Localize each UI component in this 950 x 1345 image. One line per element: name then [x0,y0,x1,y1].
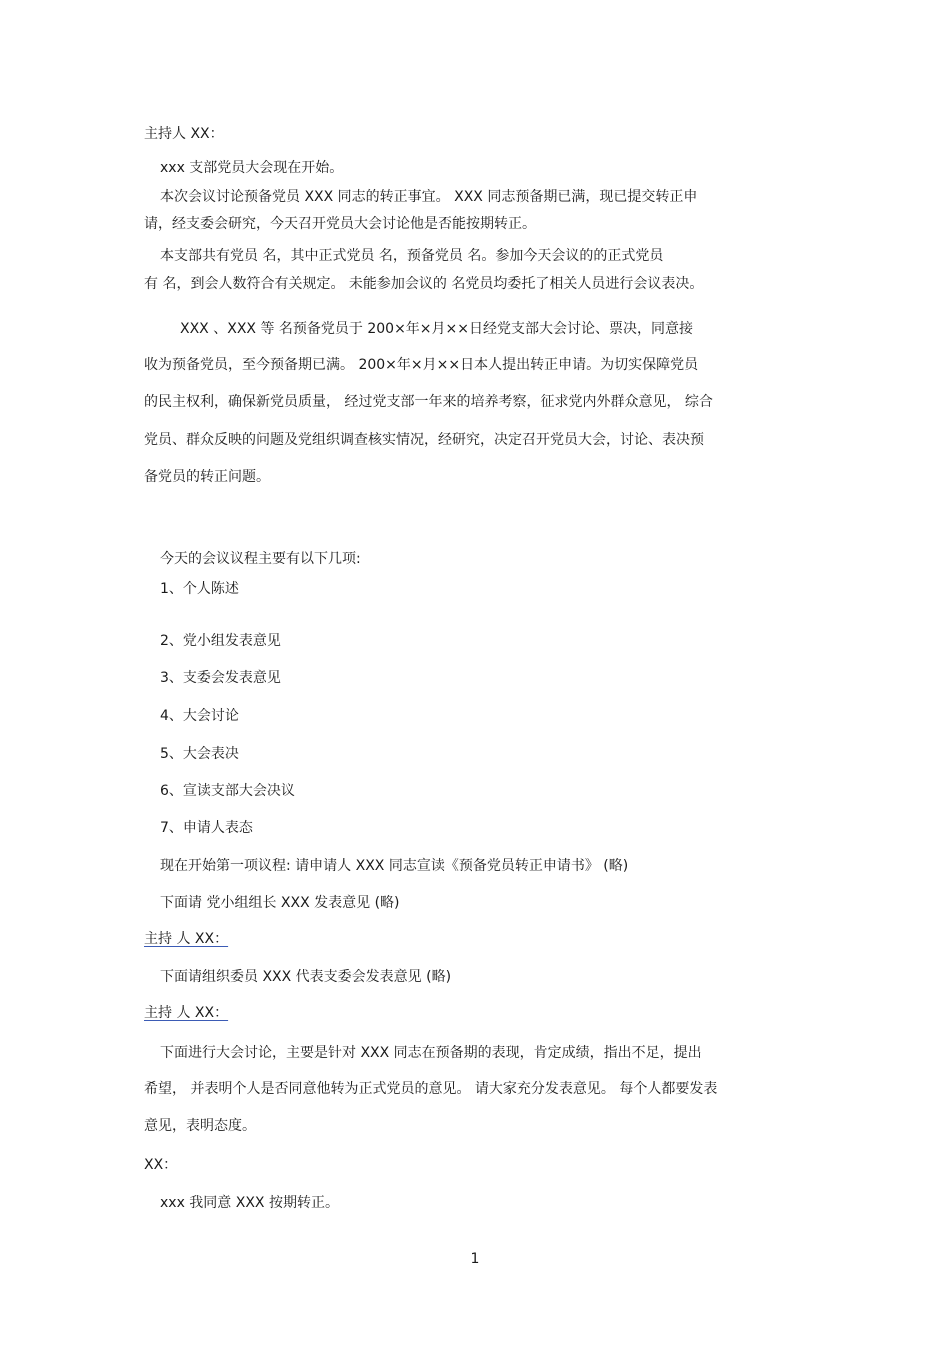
body-line: 意见，表明态度。 [144,1118,256,1134]
body-line: 现在开始第一项议程: 请申请人 XXX 同志宣读《预备党员转正申请书》 (略) [160,858,629,874]
body-line: 希望， 并表明个人是否同意他转为正式党员的意见。 请大家充分发表意见。 每个人都要发表 [144,1081,718,1097]
body-line: 下面请 党小组组长 XXX 发表意见 (略) [160,895,400,911]
speaker-line: XX： [144,1157,178,1173]
body-line: xxx 我同意 XXX 按期转正。 [160,1195,339,1211]
body-line: 收为预备党员，至今预备期已满。 200×年×月××日本人提出转正申请。为切实保障党员 [144,357,699,373]
body-line: 的民主权利，确保新党员质量， 经过党支部一年来的培养考察，征求党内外群众意见， 综合 [144,394,713,410]
body-line: 本次会议讨论预备党员 XXX 同志的转正事宜。 XXX 同志预备期已满，现已提交转正申 [160,189,698,205]
host-speaker-line: 主持 人 XX： [144,1005,229,1021]
body-line: 党员、群众反映的问题及党组织调查核实情况，经研究，决定召开党员大会，讨论、表决预 [144,432,704,448]
body-line: 备党员的转正问题。 [144,469,270,485]
host-speaker-line: 主持人 XX： [144,126,224,142]
agenda-item: 6、宣读支部大会决议 [160,783,295,799]
agenda-item: 7、申请人表态 [160,820,253,836]
body-line: 下面请组织委员 XXX 代表支委会发表意见 (略) [160,969,452,985]
agenda-item: 5、大会表决 [160,746,239,762]
agenda-item: 4、大会讨论 [160,708,239,724]
body-line: 下面进行大会讨论，主要是针对 XXX 同志在预备期的表现，肯定成绩，指出不足，提出 [160,1045,702,1061]
agenda-item: 1、个人陈述 [160,581,239,597]
body-line: XXX 、XXX 等 名预备党员于 200×年×月××日经党支部大会讨论、票决，同意接 [180,321,693,337]
page-number: 1 [470,1251,480,1267]
body-line: 本支部共有党员 名，其中正式党员 名，预备党员 名。参加今天会议的的正式党员 [160,248,664,264]
host-speaker-line: 主持 人 XX： [144,931,229,947]
body-line: 有 名，到会人数符合有关规定。 未能参加会议的 名党员均委托了相关人员进行会议表决。 [144,276,704,292]
agenda-intro: 今天的会议议程主要有以下几项: [160,551,361,567]
opening-line: xxx 支部党员大会现在开始。 [160,160,344,176]
agenda-item: 2、党小组发表意见 [160,633,281,649]
body-line: 请，经支委会研究，今天召开党员大会讨论他是否能按期转正。 [144,216,536,232]
agenda-item: 3、支委会发表意见 [160,670,281,686]
